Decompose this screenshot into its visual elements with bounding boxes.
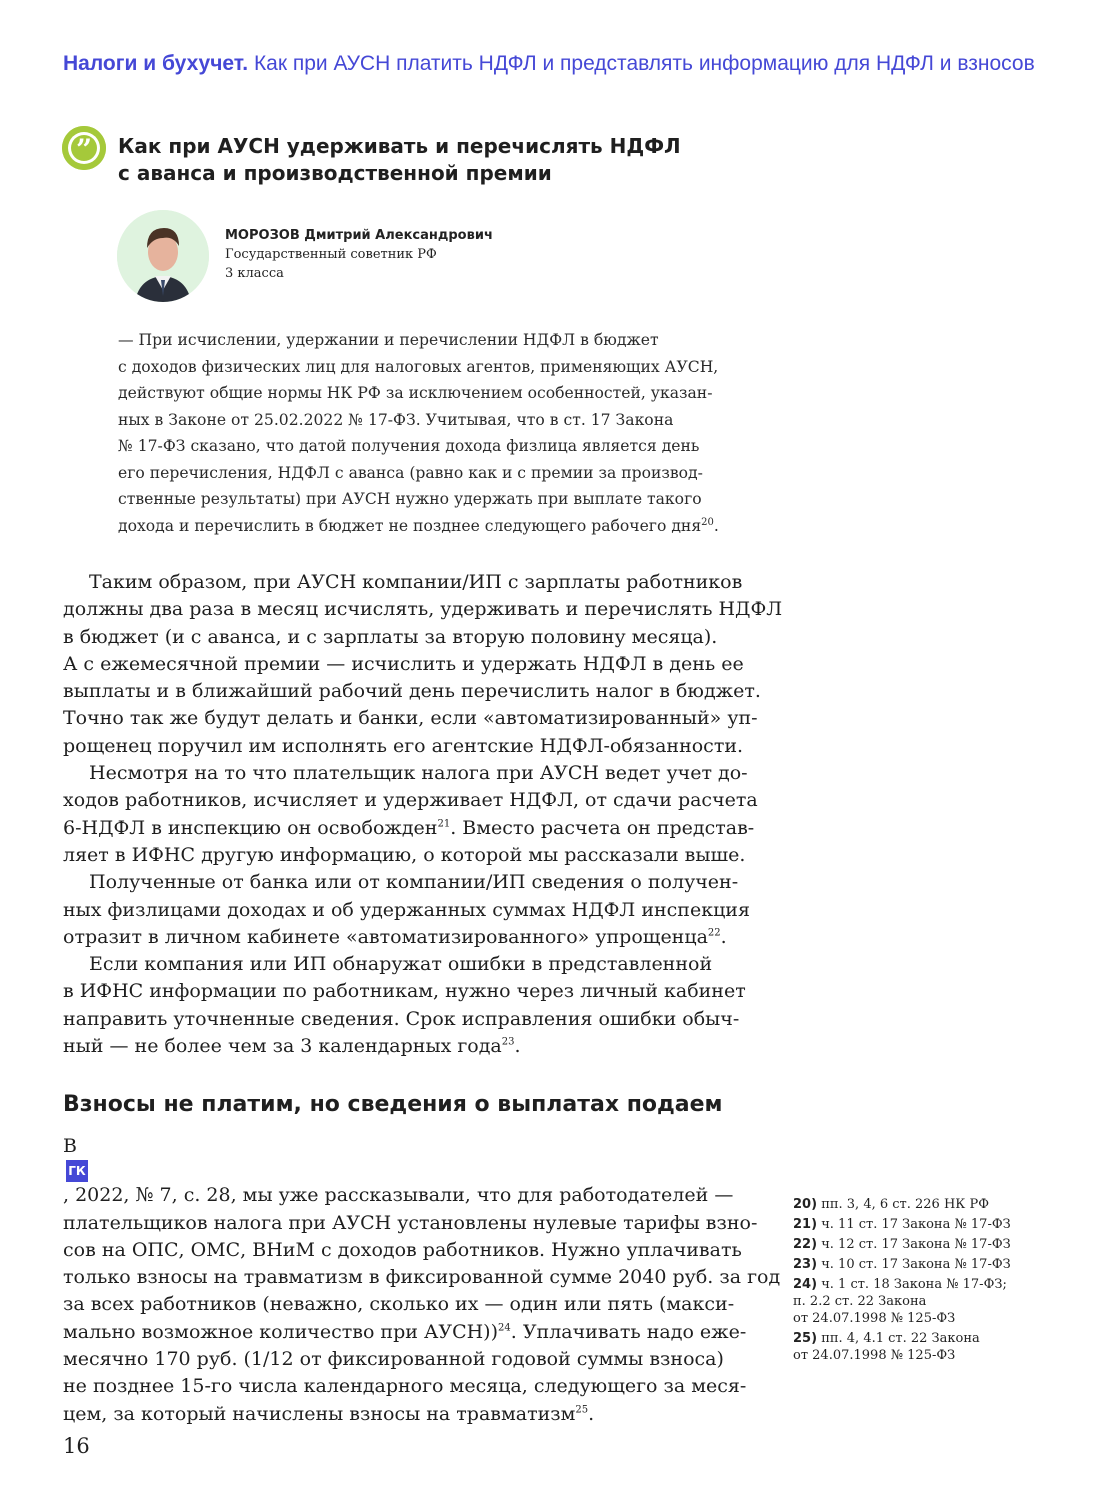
footnote-text: от 24.07.1998 № 125-ФЗ (793, 1348, 956, 1363)
body-line: сов на ОПС, ОМС, ВНиМ с доходов работников. Нужно уплачивать (63, 1238, 742, 1261)
quote-title-line: Как при АУСН удерживать и перечислять НДФЛ (118, 134, 681, 158)
footnote-text: п. 2.2 ст. 22 Закона (793, 1294, 927, 1309)
footnote-number: 20) (793, 1197, 818, 1212)
body-line-text: . Уплачивать надо еже- (510, 1320, 747, 1343)
body-line: Если компания или ИП обнаружат ошибки в представленной (89, 953, 713, 976)
quote-line: с доходов физических лиц для налоговых агентов, применяющих АУСН, (118, 357, 719, 376)
footnote-item (793, 1216, 1053, 1233)
body-line: месячно 170 руб. (1/12 от фиксированной годовой суммы взноса) (63, 1348, 724, 1371)
footnote-text: ч. 11 ст. 17 Закона № 17-ФЗ (821, 1217, 1011, 1232)
body-line-text: В (63, 1135, 77, 1157)
quote-title (118, 133, 758, 187)
quote-icon (62, 126, 106, 170)
footnote-ref[interactable]: 24 (498, 1322, 511, 1334)
body-line: Несмотря на то что плательщик налога при АУСН ведет учет до- (89, 762, 748, 785)
footnote-item (793, 1256, 1053, 1273)
body-line: ный — не более чем за 3 календарных года$^{23}$. (63, 1035, 521, 1058)
footnote-text: пп. 4, 4.1 ст. 22 Закона (821, 1331, 980, 1346)
footnote-ref[interactable]: 25 (575, 1404, 589, 1416)
quote-line: ных в Законе от 25.02.2022 № 17-ФЗ. Учитывая, что в ст. 17 Закона (118, 410, 674, 429)
expert-name: МОРОЗОВ Дмитрий Александрович (225, 228, 493, 243)
footnote-ref[interactable]: 20 (701, 516, 714, 528)
footnote-ref[interactable]: 22 (707, 927, 721, 939)
body-line-text: . Вместо расчета он представ- (450, 816, 755, 839)
body-line-text: мально возможное количество при АУСН)) (63, 1320, 499, 1343)
body-line-text: , 2022, № 7, с. 28, мы уже рассказывали, что для работодателей — (63, 1184, 734, 1207)
body-line (63, 1319, 747, 1346)
body-line: Полученные от банка или от компании/ИП сведения о получен- (89, 871, 739, 894)
body-line (63, 815, 755, 842)
body-line: ляет в ИФНС другую информацию, о которой мы рассказали выше. (63, 843, 746, 866)
svg-text:”: ” (75, 133, 93, 166)
expert-position: 3 класса (225, 266, 284, 281)
quote-line: № 17-ФЗ сказано, что датой получения дохода физлица является день (118, 437, 700, 455)
footnote-item (793, 1236, 1053, 1253)
expert-info (225, 226, 493, 283)
body-line: в бюджет (и с аванса, и с зарплаты за вторую половину месяца). (63, 625, 718, 648)
footnotes (793, 1196, 1053, 1367)
quote-line: дохода и перечислить в бюджет не позднее следующего рабочего дня$^{20}$. (118, 516, 719, 535)
footnote-number: 22) (793, 1237, 818, 1252)
page-number: 16 (63, 1434, 90, 1458)
body-line: направить уточненные сведения. Срок исправления ошибки обыч- (63, 1007, 740, 1030)
header-section: Налоги и бухучет. (63, 52, 249, 75)
expert-photo (117, 210, 209, 302)
footnote-number: 21) (793, 1217, 818, 1232)
quote-line: действуют общие нормы НК РФ за исключением особенностей, указан- (118, 384, 713, 402)
body-line-text: 6-НДФЛ в инспекцию он освобожден (63, 816, 438, 839)
body-line: выплаты и в ближайший рабочий день перечислить налог в бюджет. (63, 680, 761, 703)
body-line (63, 1133, 743, 1210)
footnote-ref[interactable]: 21 (437, 818, 451, 830)
body-line: цем, за который начислены взносы на травматизм$^{25}$. (63, 1402, 595, 1425)
footnote-text: от 24.07.1998 № 125-ФЗ (793, 1311, 956, 1326)
body-line-text: цем, за который начислены взносы на травматизм (63, 1402, 576, 1425)
running-header (63, 52, 1063, 76)
quote-body (118, 327, 740, 539)
expert-position: Государственный советник РФ (225, 247, 437, 262)
footnote-text: ч. 12 ст. 17 Закона № 17-ФЗ (821, 1237, 1011, 1252)
body-line: Точно так же будут делать и банки, если «автоматизированный» уп- (63, 707, 758, 730)
section-heading: Взносы не платим, но сведения о выплатах подаем (63, 1092, 723, 1117)
body-line: должны два раза в месяц исчислять, удерживать и перечислять НДФЛ (63, 598, 783, 621)
footnote-item (793, 1330, 1053, 1364)
body-text (63, 569, 783, 1060)
gk-logo-badge[interactable]: ГК (66, 1160, 88, 1182)
footnote-number: 25) (793, 1331, 818, 1346)
quote-line-text: дохода и перечислить в бюджет не позднее следующего рабочего дня (118, 516, 702, 535)
body-line: А с ежемесячной премии — исчислить и удержать НДФЛ в день ее (63, 652, 744, 675)
body-line: отразит в личном кабинете «автоматизированного» упрощенца$^{22}$. (63, 925, 727, 948)
body-line: не позднее 15-го числа календарного месяца, следующего за меся- (63, 1375, 747, 1398)
body-line: только взносы на травматизм в фиксированной сумме 2040 руб. за год (63, 1266, 781, 1289)
footnote-number: 23) (793, 1257, 818, 1272)
quote-line: его перечисления, НДФЛ с аванса (равно как и с премии за производ- (118, 463, 703, 482)
body-line: рощенец поручил им исполнять его агентские НДФЛ-обязанности. (63, 734, 744, 757)
quote-line: ственные результаты) при АУСН нужно удержать при выплате такого (118, 490, 702, 508)
footnote-item (793, 1196, 1053, 1213)
footnote-text: ч. 10 ст. 17 Закона № 17-ФЗ (821, 1257, 1011, 1272)
body-line-text: ный — не более чем за 3 календарных года (63, 1035, 502, 1058)
body-line: ходов работников, исчисляет и удерживает НДФЛ, от сдачи расчета (63, 789, 758, 812)
quote-line: — При исчислении, удержании и перечислении НДФЛ в бюджет (118, 331, 659, 349)
body-line-text: отразит в личном кабинете «автоматизированного» упрощенца (63, 925, 708, 948)
footnote-ref[interactable]: 23 (501, 1036, 515, 1048)
body-line: в ИФНС информации по работникам, нужно через личный кабинет (63, 980, 746, 1003)
footnote-text: ч. 1 ст. 18 Закона № 17-ФЗ; (821, 1277, 1007, 1292)
quote-title-line: с аванса и производственной премии (118, 161, 552, 185)
body-line: Таким образом, при АУСН компании/ИП с зарплаты работников (89, 571, 743, 593)
body-line: ных физлицами доходах и об удержанных суммах НДФЛ инспекция (63, 898, 750, 921)
footnote-text: пп. 3, 4, 6 ст. 226 НК РФ (821, 1197, 990, 1212)
section2-text (63, 1133, 781, 1428)
body-line: за всех работников (неважно, сколько их — один или пять (макси- (63, 1293, 735, 1316)
footnote-item (793, 1276, 1053, 1327)
body-line: плательщиков налога при АУСН установлены нулевые тарифы взно- (63, 1211, 758, 1234)
header-title: Как при АУСН платить НДФЛ и представлять информацию для НДФЛ и взносов (253, 52, 1035, 75)
footnote-number: 24) (793, 1277, 818, 1292)
